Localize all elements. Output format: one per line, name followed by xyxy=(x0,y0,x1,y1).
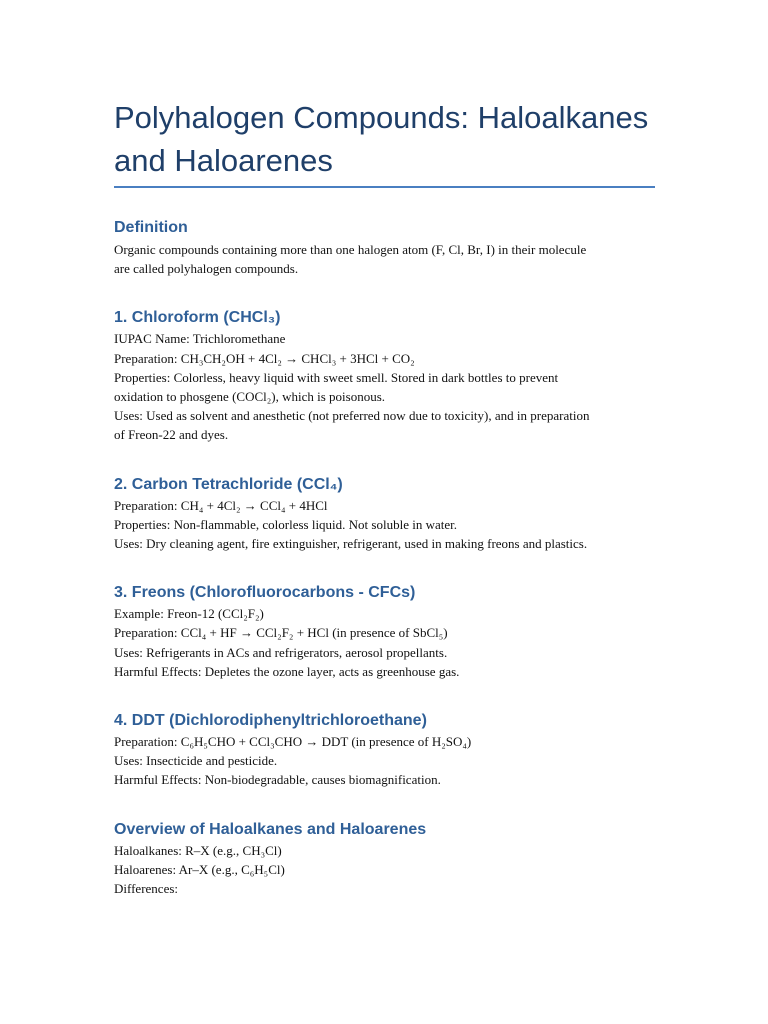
section-freons xyxy=(114,583,655,681)
body-line: Uses: Used as solvent and anesthetic (not preferred now due to toxicity), and in preparation xyxy=(114,408,590,424)
document-title-line-2: and Haloarenes xyxy=(114,143,333,178)
body-line: of Freon-22 and dyes. xyxy=(114,427,229,443)
document-title-line-1: Polyhalogen Compounds: Haloalkanes xyxy=(114,100,649,135)
body-line: Harmful Effects: Non-biodegradable, causes biomagnification. xyxy=(114,772,441,788)
body-line: are called polyhalogen compounds. xyxy=(114,261,299,277)
section-heading: 4. DDT (Dichlorodiphenyltrichloroethane) xyxy=(114,712,427,730)
section-heading: Overview of Haloalkanes and Haloarenes xyxy=(114,820,427,838)
body-line: Harmful Effects: Depletes the ozone layer, acts as greenhouse gas. xyxy=(114,663,460,679)
body-line: Differences: xyxy=(114,881,179,897)
title-underline xyxy=(114,186,655,188)
body-line: Uses: Refrigerants in ACs and refrigerators, aerosol propellants. xyxy=(114,644,448,660)
document-title xyxy=(114,96,655,182)
body-line: Uses: Dry cleaning agent, fire extinguisher, refrigerant, used in making freons and plastics. xyxy=(114,536,588,552)
section-heading: 3. Freons (Chlorofluorocarbons - CFCs) xyxy=(114,584,416,602)
section-overview xyxy=(114,820,655,899)
document-page xyxy=(114,96,655,898)
body-line: Properties: Non-flammable, colorless liquid. Not soluble in water. xyxy=(114,516,457,532)
section-ddt xyxy=(114,711,655,790)
body-line: Haloarenes: Ar–X (e.g., C₆H₅Cl) xyxy=(114,861,285,877)
section-heading: 1. Chloroform (CHCl₃) xyxy=(114,309,281,327)
section-definition xyxy=(114,218,655,278)
section-carbon-tetrachloride xyxy=(114,475,655,554)
body-line: Haloalkanes: R–X (e.g., CH₃Cl) xyxy=(114,842,282,858)
body-line: Preparation: C₆H₅CHO + CCl₃CHO → DDT (in presence of H₂SO₄) xyxy=(114,734,472,750)
body-line: Uses: Insecticide and pesticide. xyxy=(114,753,278,769)
body-line: Organic compounds containing more than one halogen atom (F, Cl, Br, I) in their molecule xyxy=(114,242,587,257)
body-line: IUPAC Name: Trichloromethane xyxy=(114,331,286,347)
body-line: Preparation: CH₃CH₂OH + 4Cl₂ → CHCl₃ + 3HCl + CO₂ xyxy=(114,350,415,366)
body-line: Example: Freon-12 (CCl₂F₂) xyxy=(114,606,264,622)
body-line: Preparation: CH₄ + 4Cl₂ → CCl₄ + 4HCl xyxy=(114,497,328,513)
body-line: oxidation to phosgene (COCl₂), which is poisonous. xyxy=(114,389,386,405)
body-line: Preparation: CCl₄ + HF → CCl₂F₂ + HCl (in presence of SbCl₅) xyxy=(114,625,448,641)
section-chloroform xyxy=(114,308,655,444)
section-heading: Definition xyxy=(114,219,188,236)
body-line: Properties: Colorless, heavy liquid with sweet smell. Stored in dark bottles to prevent xyxy=(114,369,559,385)
section-heading: 2. Carbon Tetrachloride (CCl₄) xyxy=(114,475,343,493)
